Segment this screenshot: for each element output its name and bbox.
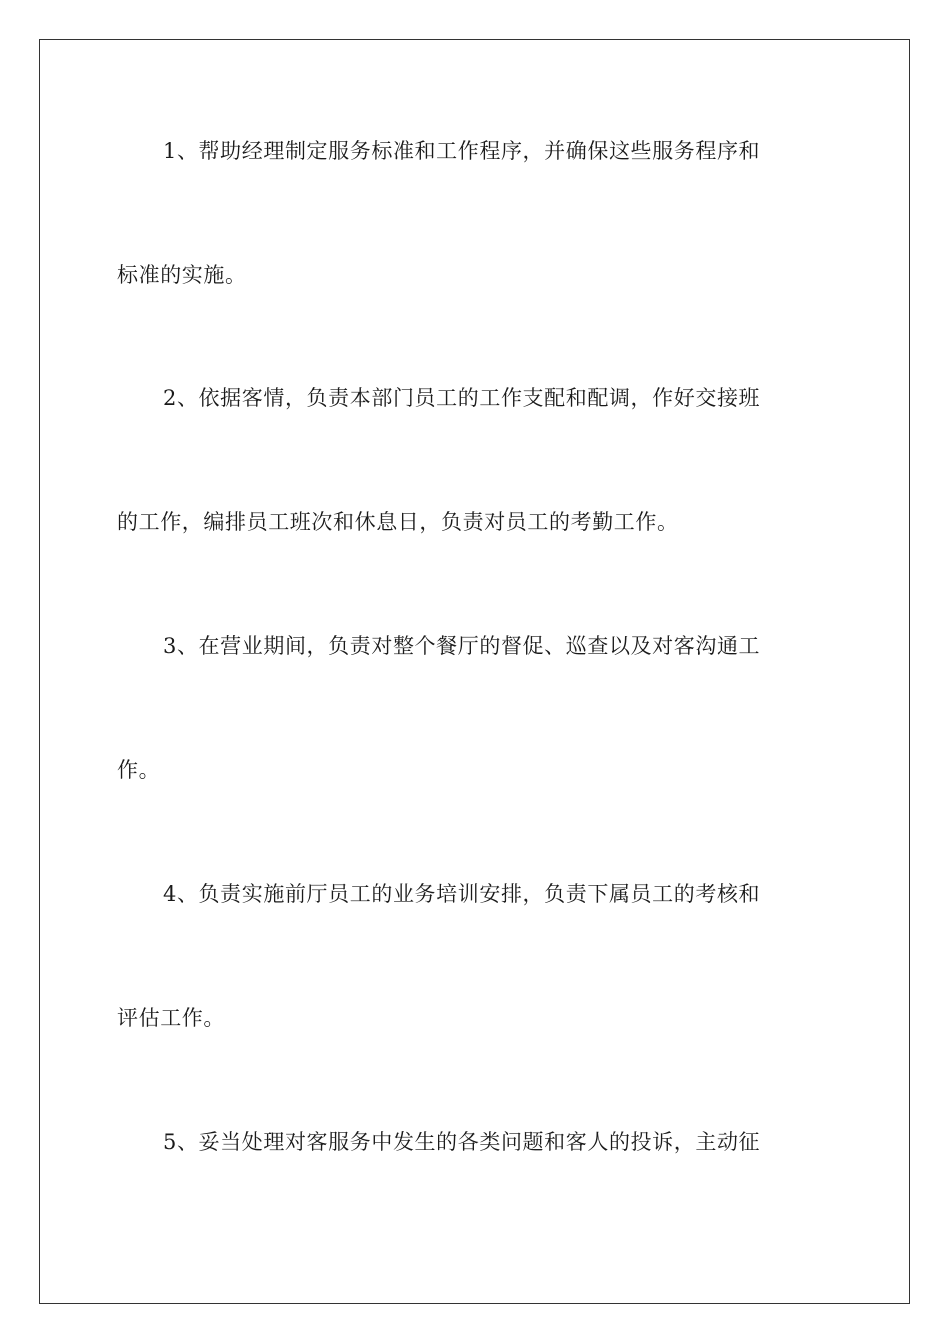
page-border (39, 39, 910, 1304)
paragraph-1-line-2: 标准的实施。 (117, 263, 247, 287)
paragraph-4-line-1: 4、负责实施前厅员工的业务培训安排，负责下属员工的考核和 (163, 882, 761, 906)
paragraph-3-line-2: 作。 (117, 758, 161, 782)
paragraph-2-line-1: 2、依据客情，负责本部门员工的工作支配和配调，作好交接班 (163, 386, 761, 410)
paragraph-2-line-2: 的工作，编排员工班次和休息日，负责对员工的考勤工作。 (117, 510, 679, 534)
paragraph-4-line-2: 评估工作。 (117, 1006, 225, 1030)
paragraph-1-line-1: 1、帮助经理制定服务标准和工作程序，并确保这些服务程序和 (163, 139, 761, 163)
paragraph-3-line-1: 3、在营业期间，负责对整个餐厅的督促、巡查以及对客沟通工 (163, 634, 761, 658)
paragraph-5-line-1: 5、妥当处理对客服务中发生的各类问题和客人的投诉，主动征 (163, 1130, 761, 1154)
